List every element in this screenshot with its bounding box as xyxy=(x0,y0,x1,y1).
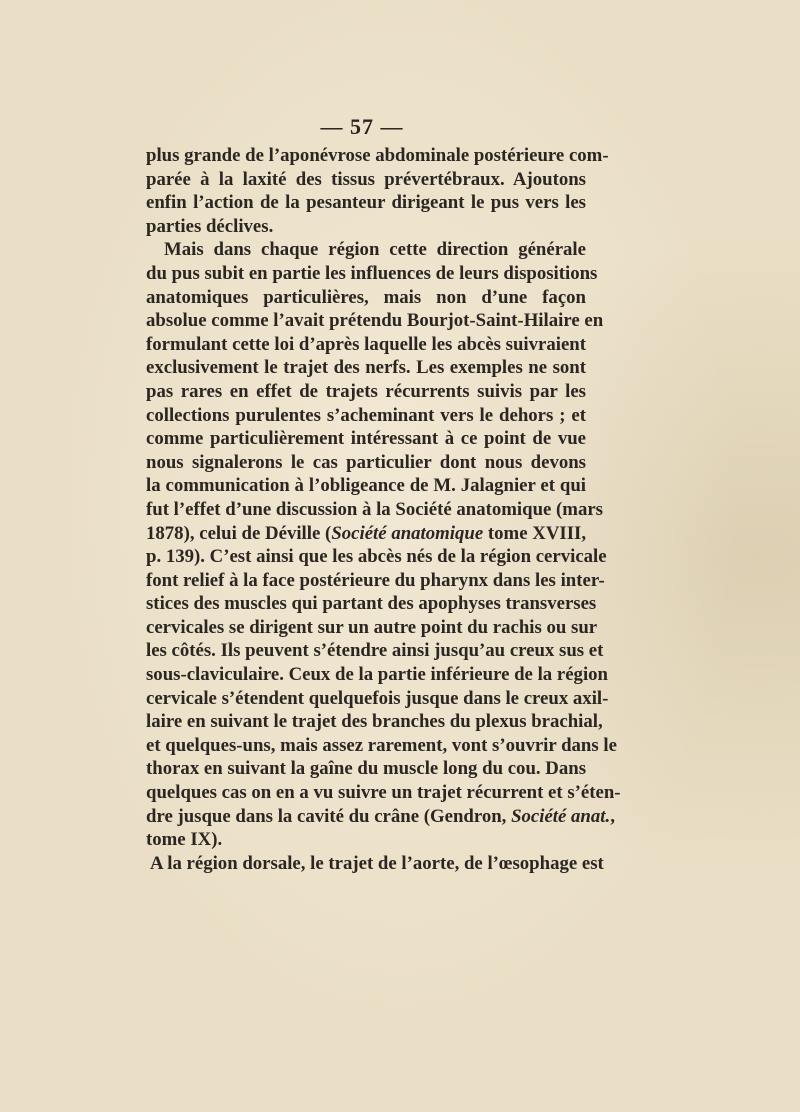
body-text xyxy=(146,144,621,875)
text-line: fut l’effet d’une discussion à la Société anatomique (mars xyxy=(146,498,603,520)
text-line: stices des muscles qui partant des apophyses transverses xyxy=(146,593,597,615)
text-line: anatomiques particulières, mais non d’une façon xyxy=(146,286,586,308)
text-line: cervicale s’étendent quelquefois jusque dans le creux axil- xyxy=(146,687,609,709)
text-line: nous signalerons le cas particulier dont nous devons xyxy=(146,451,586,473)
text-line: font relief à la face postérieure du pharynx dans les inter- xyxy=(146,569,605,591)
text-line: les côtés. Ils peuvent s’étendre ainsi jusqu’au creux sus et xyxy=(146,640,604,662)
text-line: A la région dorsale, le trajet de l’aorte, de l’œsophage est xyxy=(150,852,604,874)
text-line: Mais dans chaque région cette direction générale xyxy=(164,239,586,261)
page-number: — 57 — xyxy=(320,114,404,139)
text-line: cervicales se dirigent sur un autre point du rachis ou sur xyxy=(146,616,598,638)
text-segment: tome XVIII, xyxy=(483,522,587,544)
text-line: quelques cas on en a vu suivre un trajet récurrent et s’éten- xyxy=(146,782,621,804)
text-line: exclusivement le trajet des nerfs. Les exemples ne sont xyxy=(146,357,586,379)
text-line: p. 139). C’est ainsi que les abcès nés de la région cervicale xyxy=(146,546,607,568)
text-line: tome IX). xyxy=(146,829,223,851)
text-line: thorax en suivant la gaîne du muscle long du cou. Dans xyxy=(146,758,586,780)
text-line: collections purulentes s’acheminant vers le dehors ; et xyxy=(146,404,586,426)
text-line: la communication à l’obligeance de M. Jalagnier et qui xyxy=(146,475,586,497)
text-line: comme particulièrement intéressant à ce point de vue xyxy=(146,428,586,450)
text-line: sous-claviculaire. Ceux de la partie inférieure de la région xyxy=(146,664,608,686)
text-line xyxy=(146,522,586,546)
text-line: et quelques-uns, mais assez rarement, vont s’ouvrir dans le xyxy=(146,734,617,756)
italic-citation: Société anatomique xyxy=(331,522,484,544)
text-segment: dre jusque dans la cavité du crâne (Gendron, xyxy=(146,805,512,827)
text-line: pas rares en effet de trajets récurrents suivis par les xyxy=(146,380,586,402)
text-line xyxy=(146,805,615,829)
text-line: parties déclives. xyxy=(146,215,274,237)
italic-citation: Société anat. xyxy=(511,805,611,827)
text-segment: 1878), celui de Déville ( xyxy=(146,522,332,544)
text-line: laire en suivant le trajet des branches du plexus brachial, xyxy=(146,711,603,733)
text-line: enfin l’action de la pesanteur dirigeant le pus vers les xyxy=(146,192,586,214)
text-segment: , xyxy=(610,805,615,827)
text-line: absolue comme l’avait prétendu Bourjot-Saint-Hilaire en xyxy=(146,310,604,332)
text-line: du pus subit en partie les influences de leurs dispositions xyxy=(146,262,598,284)
text-line: plus grande de l’aponévrose abdominale postérieure com- xyxy=(146,145,609,166)
text-line: formulant cette loi d’après laquelle les abcès suivraient xyxy=(146,333,586,355)
text-line: parée à la laxité des tissus prévertébraux. Ajoutons xyxy=(146,168,586,190)
